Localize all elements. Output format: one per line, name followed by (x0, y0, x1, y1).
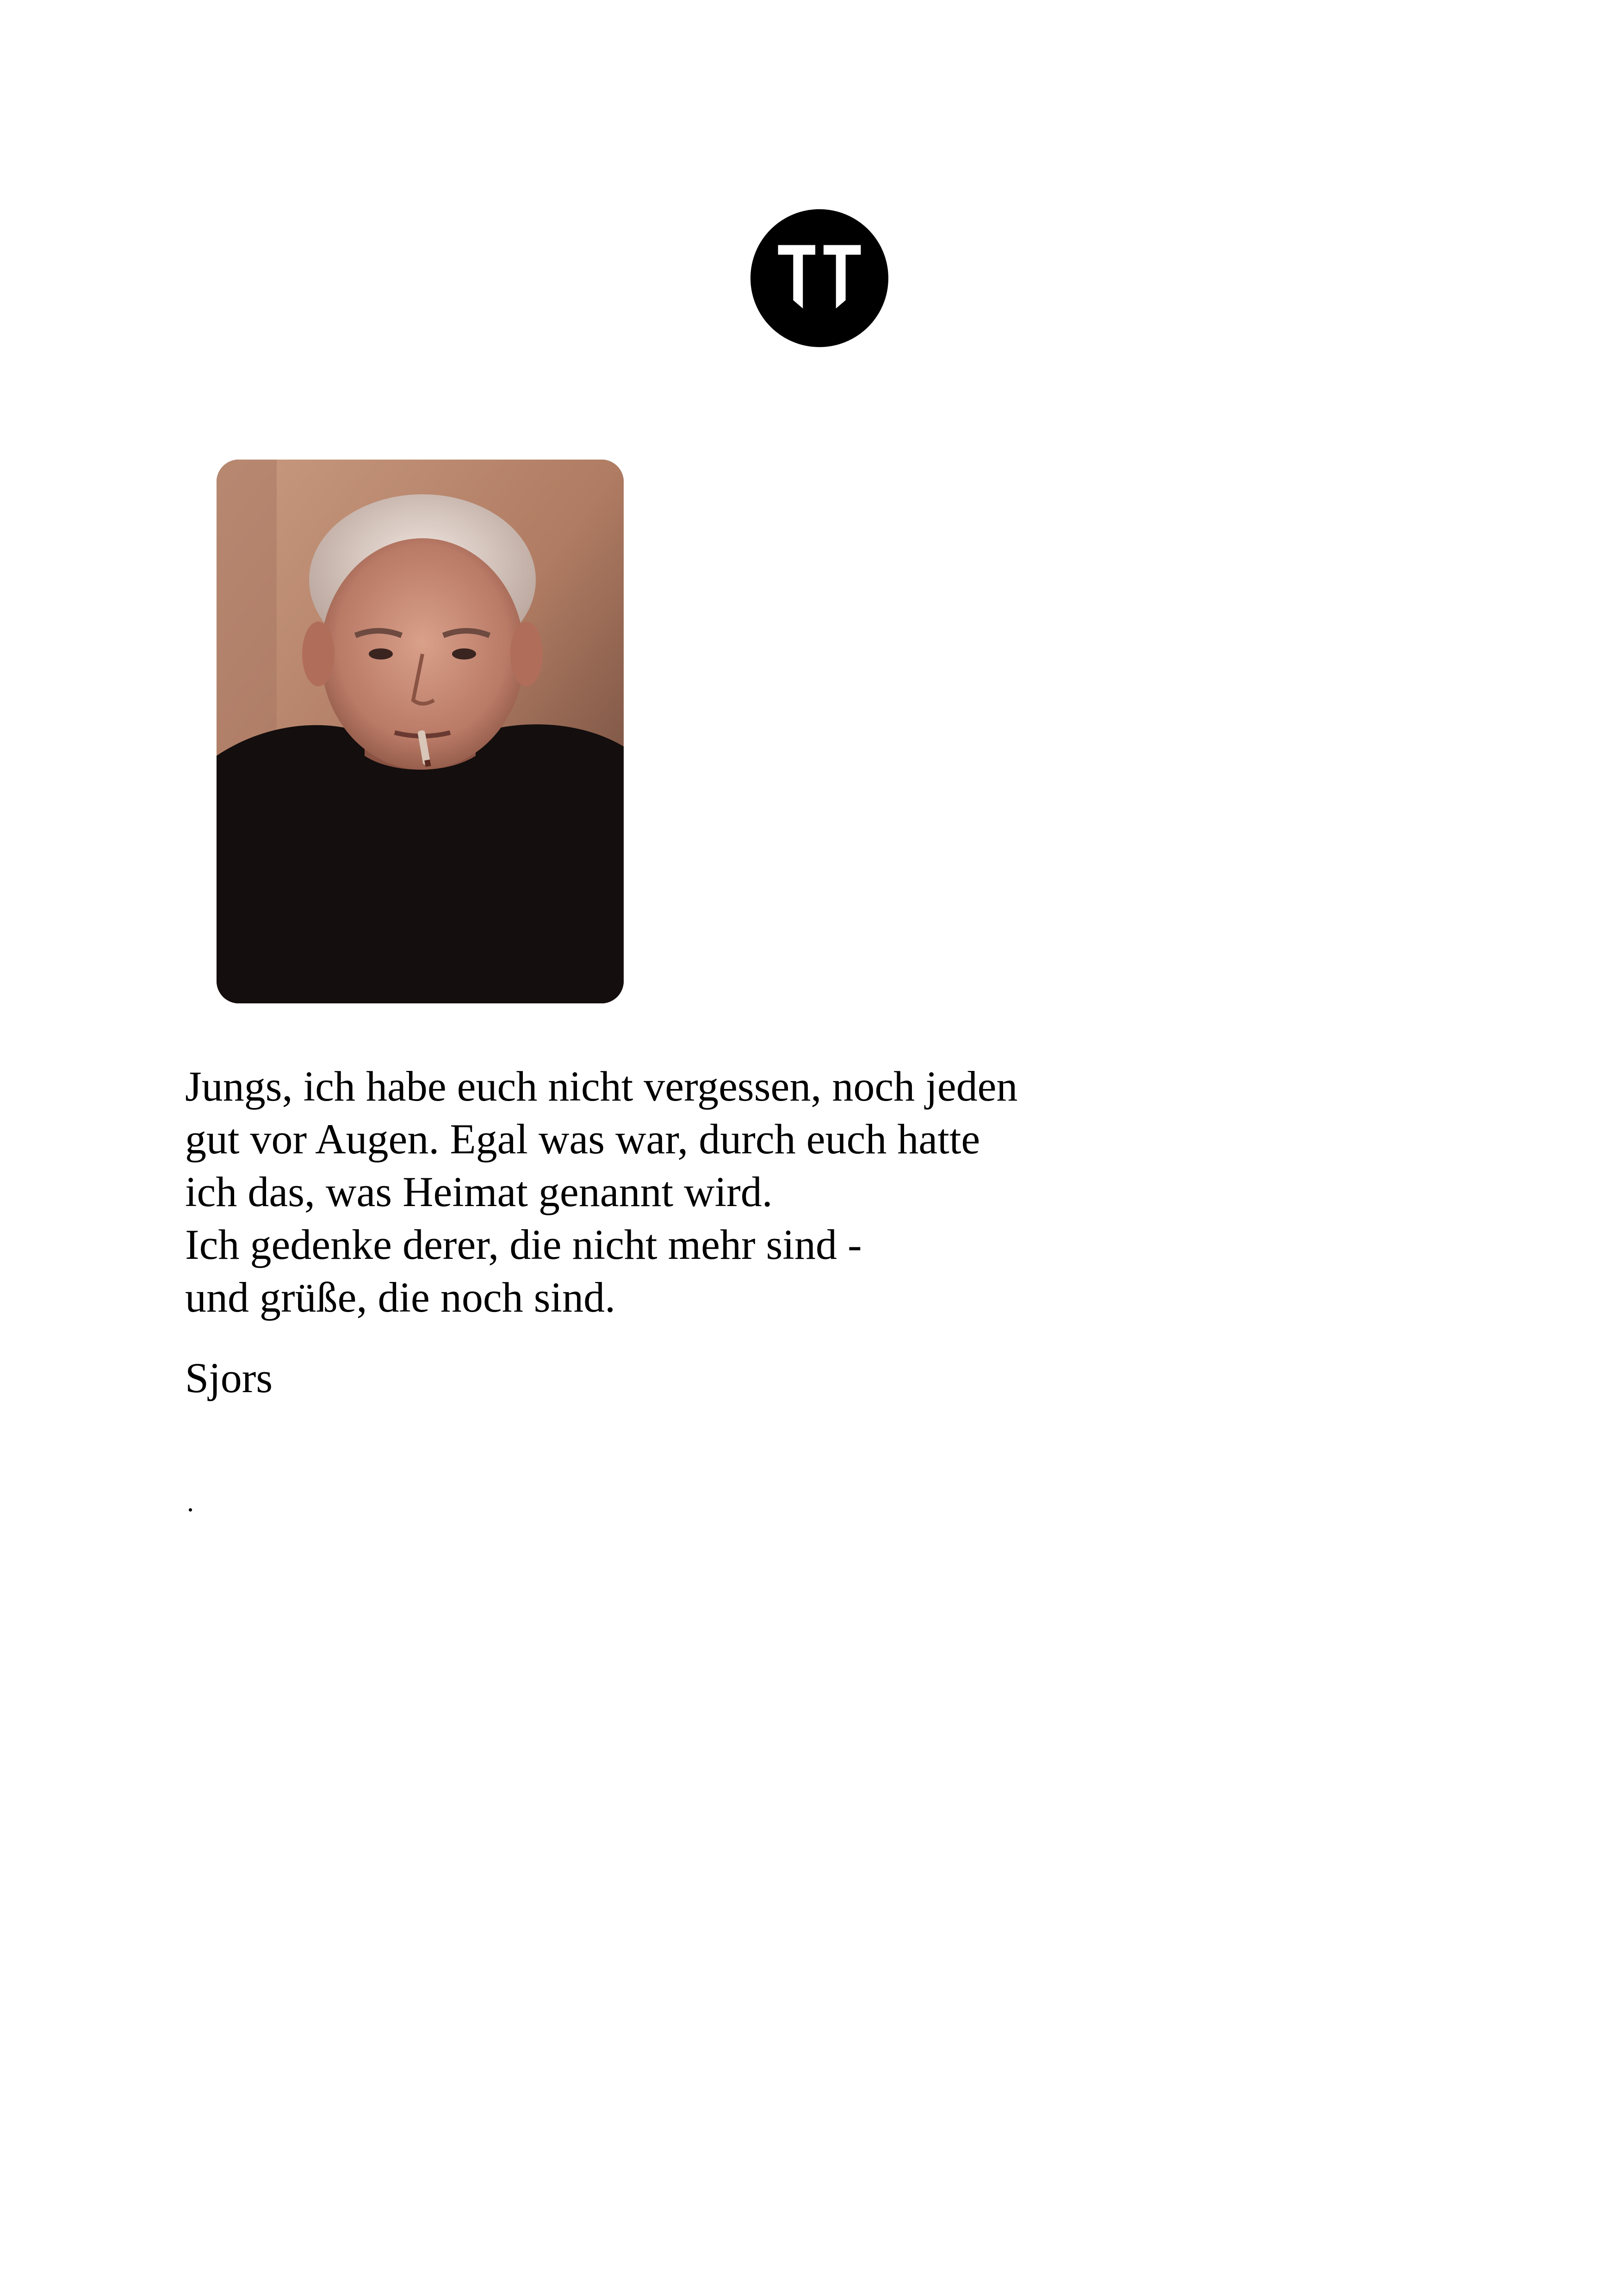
message-line: Jungs, ich habe euch nicht vergessen, noch jeden (185, 1063, 1018, 1110)
message-line: und grüße, die noch sind. (185, 1274, 616, 1321)
message-text (185, 1060, 1203, 1324)
signature: Sjors (185, 1354, 273, 1401)
trailing-mark: . (187, 1487, 194, 1517)
message-line: ich das, was Heimat genannt wird. (185, 1168, 773, 1215)
tt-monogram-logo-icon (750, 209, 888, 347)
portrait-photo (217, 460, 624, 1003)
message-line: Ich gedenke derer, die nicht mehr sind - (185, 1221, 862, 1268)
message-line: gut vor Augen. Egal was war, durch euch hatte (185, 1115, 980, 1163)
